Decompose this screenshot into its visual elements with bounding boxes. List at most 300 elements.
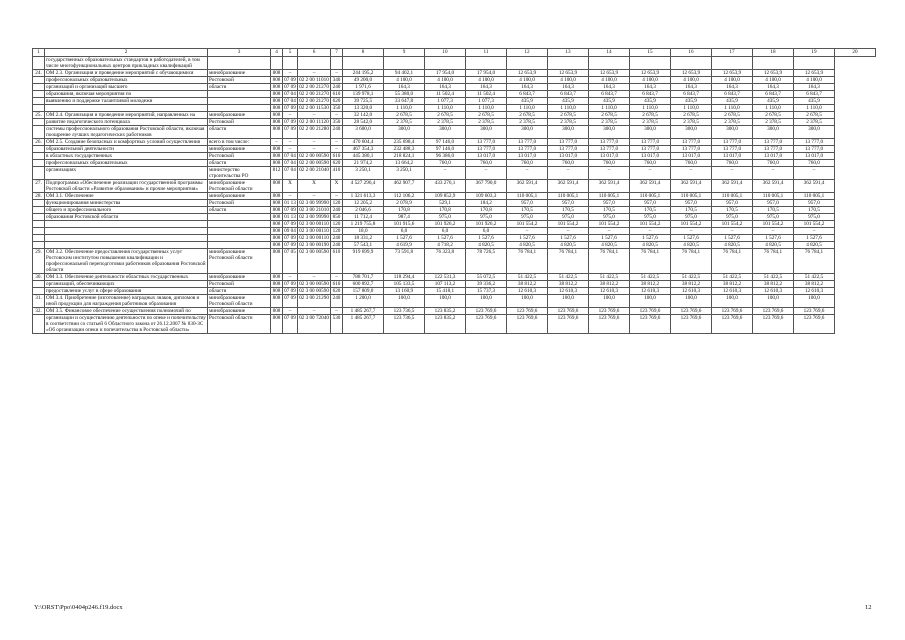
amount-cell: 51 422,5 [794,274,835,281]
amount-cell: 164,3 [630,84,671,91]
header-cell: 7 [331,49,343,57]
row-number: 29. [33,249,45,274]
measure-name: профессиональных образовательных [45,77,208,84]
amount-cell: 218 824,1 [384,153,425,160]
amount-cell: 123 769,6 [712,308,753,315]
target-code: 02 2 00 21270 [299,91,329,97]
amount-cell: 4 820,5 [794,242,835,249]
amount-cell [671,57,712,70]
grbs-code: 808 [271,77,283,84]
target-code: 02 3 00 99990 [299,200,329,206]
amount-cell: 1 485 267,7 [343,308,384,315]
row-number [33,84,45,91]
measure-name: профессиональных образовательных [45,160,208,167]
target-code: 02 2 00 21270 [299,98,329,104]
table-row [33,57,876,70]
section-code: 01 13 [284,214,296,220]
section-code: – [283,112,298,119]
amount-cell: 12 610,3 [548,288,589,295]
amount-cell: 100,0 [466,295,507,308]
amount-cell: 300,0 [712,126,753,139]
row-number [33,119,45,126]
amount-cell: 975,0 [425,214,466,221]
amount-cell: 1 527,6 [466,235,507,242]
row-number [33,98,45,105]
amount-cell: 957,0 [548,200,589,207]
executor [208,193,271,200]
amount-cell: 2 678,5 [507,112,548,119]
measure-name [45,235,208,242]
executor-name: Ростовской [209,77,234,83]
amount-cell: 2 678,5 [425,112,466,119]
amount-cell: 987,4 [384,214,425,221]
table-row [33,288,876,295]
section-code: – [283,146,298,153]
amount-cell: 51 422,5 [753,274,794,281]
measure-name: ОМ 3.4. Приобретение (изготовление) наградных знаков, дипломов и иной продукции для награждения работников образования [45,295,208,308]
amount-cell: 170,5 [712,207,753,214]
row-number [33,200,45,207]
row-number: 26. [33,139,45,146]
amount-cell: 470 604,4 [343,139,384,146]
amount-cell: 123 769,6 [548,308,589,315]
section-code: – [283,139,298,146]
amount-cell: – [753,167,794,180]
target-code: – [298,139,331,146]
amount-cell: 235 698,4 [384,139,425,146]
amount-cell: 101 554,2 [630,221,671,228]
amount-cell: 760,0 [548,160,589,167]
amount-cell: 100,0 [630,295,671,308]
amount-cell: 1 527,6 [425,235,466,242]
amount-cell: – [589,167,630,180]
amount-cell: 445 380,1 [343,153,384,160]
amount-cell: 760,0 [507,160,548,167]
row-number: 28. [33,193,45,200]
amount-cell: 2 678,5 [548,112,589,119]
header-cell: 13 [548,49,589,57]
amount-cell: 123 769,6 [794,308,835,315]
amount-cell: 760,0 [753,160,794,167]
amount-cell: – [466,167,507,180]
amount-cell: 76 784,1 [712,249,753,274]
table-row [33,112,876,119]
header-cell: 14 [589,49,630,57]
amount-cell: 13 777,0 [589,146,630,153]
amount-cell: 12 610,3 [630,288,671,295]
header-cell: 1 [33,49,45,57]
amount-cell: 101 554,2 [753,221,794,228]
header-cell: 19 [794,49,835,57]
amount-cell: 39 336,2 [466,281,507,288]
amount-cell: 12 653,9 [630,70,671,77]
row-number [33,153,45,160]
grbs-code: 808 [271,180,283,193]
amount-cell [507,57,548,70]
row-number: 31. [33,295,45,308]
amount-cell: 100,0 [671,295,712,308]
amount-cell: 435,9 [671,98,712,105]
target-code: – [298,70,331,77]
executor [208,288,271,295]
amount-cell: 13 017,0 [753,153,794,160]
amount-cell: – [712,228,753,235]
header-cell: 11 [466,49,507,57]
expense-type-code: Х [331,180,343,193]
executor [208,139,271,146]
amount-cell: 101 554,2 [794,221,835,228]
grbs-code: 808 [271,160,283,167]
amount-cell: 73 591,8 [384,249,425,274]
amount-cell: 2 378,5 [466,119,507,126]
amount-cell: 2 378,5 [384,119,425,126]
section-code: 07 04 [284,153,296,159]
amount-cell: 13 777,0 [466,139,507,146]
amount-cell: 100,0 [794,295,835,308]
amount-cell: 164,3 [548,84,589,91]
amount-cell: 300,0 [753,126,794,139]
amount-cell: 38 812,2 [794,281,835,288]
executor [208,274,271,281]
amount-cell: 1 110,0 [589,105,630,112]
header-row [33,49,876,57]
executor [208,207,271,214]
target-code: – [298,112,331,119]
amount-cell: 13 777,0 [753,139,794,146]
executor [208,167,271,180]
amount-cell: 1 527,6 [712,235,753,242]
amount-cell: 232 488,3 [384,146,425,153]
amount-cell: 1 527,6 [794,235,835,242]
amount-cell: 1 110,0 [630,105,671,112]
amount-cell: 2 378,5 [589,119,630,126]
executor [208,180,271,193]
amount-cell: – [630,228,671,235]
amount-cell: 164,3 [712,84,753,91]
section-code: 07 09 [284,77,296,83]
amount-cell: 6 843,7 [589,91,630,98]
row-number [33,214,45,221]
row-number [33,167,45,180]
amount-cell: 55 072,5 [466,274,507,281]
amount-cell: 4 820,5 [753,242,794,249]
amount-cell: 122 531,3 [425,274,466,281]
table-row [33,180,876,193]
amount-cell: 164,3 [753,84,794,91]
amount-cell: 975,0 [466,214,507,221]
amount-cell: 12 653,9 [671,70,712,77]
amount-cell: 2 678,5 [671,112,712,119]
measure-name: функционирования министерства [45,200,208,207]
executor-name: минобразование [209,193,246,199]
amount-cell: 13 777,0 [794,146,835,153]
amount-cell: 4 100,0 [589,77,630,84]
amount-cell: 11 502,4 [425,91,466,98]
amount-cell: 2 678,5 [753,112,794,119]
amount-cell: 12 653,9 [548,70,589,77]
row-number [33,91,45,98]
amount-cell [630,57,671,70]
target-code: 02 3 00 00110 [299,221,329,227]
executor [208,214,271,221]
target-code: 02 2 00 00590 [299,160,329,166]
amount-cell: 13 777,0 [712,139,753,146]
expense-type-code: 240 [331,242,343,249]
expense-type-code: 620 [331,288,343,295]
amount-cell: 300,0 [507,126,548,139]
amount-cell: 300,0 [384,126,425,139]
executor [208,70,271,77]
measure-name: образования Ростовской области [45,214,208,221]
amount-cell: 170,5 [589,207,630,214]
target-code: 02 3 00 00590 [299,281,329,287]
amount-cell: 157 809,0 [343,288,384,295]
amount-cell: – [589,228,630,235]
executor [208,200,271,207]
amount-cell: 78 726,5 [466,249,507,274]
amount-cell: 13 777,0 [507,146,548,153]
amount-cell: 13 777,0 [712,146,753,153]
amount-cell: 467 354,3 [343,146,384,153]
target-code: – [298,193,331,200]
amount-cell: 362 591,4 [712,180,753,193]
amount-cell: 1 110,0 [753,105,794,112]
amount-cell: 2 378,5 [671,119,712,126]
amount-cell: 4 100,0 [753,77,794,84]
amount-cell: 101 554,2 [589,221,630,228]
expense-type-code: 240 [331,295,343,308]
header-cell: 12 [507,49,548,57]
grbs-code: 808 [271,281,283,288]
amount-cell: 4 100,0 [384,77,425,84]
section-code: – [283,308,298,315]
amount-cell: 38 812,2 [712,281,753,288]
amount-cell: – [753,228,794,235]
amount-cell: 957,0 [712,200,753,207]
amount-cell: 112 106,2 [384,193,425,200]
amount-cell: 49 200,0 [343,77,384,84]
grbs-code: 808 [271,98,283,105]
section-code: – [283,193,298,200]
amount-cell: 435,9 [794,98,835,105]
expense-type-code: 610 [331,91,343,98]
amount-cell: 15 737,3 [466,288,507,295]
amount-cell: 529,1 [425,200,466,207]
executor [208,160,271,167]
table-row [33,160,876,167]
amount-cell: 123 835,2 [425,315,466,334]
amount-cell: 4 820,5 [548,242,589,249]
amount-cell: 55 380,0 [384,91,425,98]
executor-name: области [209,126,227,132]
amount-cell: 1 527,6 [507,235,548,242]
amount-cell: 51 422,5 [630,274,671,281]
target-code: – [298,146,331,153]
expense-type-code: – [331,146,343,153]
section-code: – [283,274,298,281]
executor-name: минобразование Ростовской области [209,249,253,261]
amount-cell: 1 527,6 [630,235,671,242]
section-code: 07 04 [284,160,296,166]
executor [208,91,271,98]
executor-name: Ростовской [209,200,234,206]
grbs-code: 808 [271,119,283,126]
row-number: 27. [33,180,45,193]
amount-cell: 11 502,4 [466,91,507,98]
executor [208,126,271,139]
expense-type-code: 240 [331,84,343,91]
amount-cell: 4 619,9 [384,242,425,249]
section-code: 07 09 [284,235,296,241]
amount-cell: 12 205,2 [343,200,384,207]
amount-cell: 76 784,1 [548,249,589,274]
amount-cell: 170,5 [671,207,712,214]
executor [208,295,271,308]
amount-cell: 123 769,6 [466,308,507,315]
amount-cell: 12 610,3 [712,288,753,295]
amount-cell: 4 820,5 [671,242,712,249]
executor [208,249,271,274]
measure-name: ОМ 2.5. Создание безопасных и комфортных условий осуществления [45,139,208,146]
section-code: 07 04 [284,98,296,104]
amount-cell: 244 195,2 [343,70,384,77]
executor-name: области [209,84,227,90]
amount-cell: 164,3 [589,84,630,91]
row-number [33,57,45,70]
executor-subtotal-label: всего в том числе: [209,139,250,145]
table-row [33,193,876,200]
section-code: Х [283,180,298,193]
amount-cell: 4 527 296,4 [343,180,384,193]
amount-cell: 975,0 [589,214,630,221]
amount-cell: 123 769,6 [671,315,712,334]
amount-cell: 6,0 [425,228,466,235]
expense-type-code: – [331,70,343,77]
grbs-code: 812 [271,167,283,180]
amount-cell: 170,5 [630,207,671,214]
measure-name: государственных образовательных стандартов и работодателей, в том числе многофункциональных центров прикладных квалификаций [45,57,208,70]
amount-cell: 1 200,0 [343,295,384,308]
amount-cell: 76 323,8 [425,249,466,274]
table-row [33,274,876,281]
amount-cell [425,57,466,70]
amount-cell: 1 110,0 [794,105,835,112]
amount-cell: 38 812,2 [630,281,671,288]
executor [208,281,271,288]
amount-cell: 1 110,0 [507,105,548,112]
amount-cell: – [548,228,589,235]
section-code: 07 04 [283,167,298,180]
amount-cell: 100,0 [712,295,753,308]
table-row [33,281,876,288]
amount-cell: 170,8 [384,207,425,214]
amount-cell: 957,0 [753,200,794,207]
section-code: 07 09 [283,295,298,308]
grbs-code: 808 [271,221,283,228]
amount-cell: 1 110,0 [671,105,712,112]
amount-cell: 38 812,2 [507,281,548,288]
row-number [33,207,45,214]
amount-cell: 362 591,4 [589,180,630,193]
section-code: 07 09 [284,281,296,287]
table-row [33,214,876,221]
measure-name [45,228,208,235]
amount-cell: 919 699,9 [343,249,384,274]
target-code: – [298,308,331,315]
executor [208,98,271,105]
header-cell: 20 [835,49,876,57]
amount-cell: 110 005,1 [589,193,630,200]
amount-cell: 17 954,0 [466,70,507,77]
expense-type-code: 610 [331,153,343,160]
measure-name [45,242,208,249]
executor-name: минобразование [209,308,246,314]
executor-name: минобразование Ростовской области [209,180,253,192]
expense-type-code: 350 [331,105,343,112]
footer-filepath: Y:\ORST\Ppo\0404p246.f19.docx [34,604,123,611]
amount-cell: 12 610,3 [671,288,712,295]
row-number [33,77,45,84]
expense-type-code: 120 [331,200,343,207]
amount-cell: 100,0 [425,295,466,308]
amount-cell: 2 678,5 [589,112,630,119]
amount-cell: 462 907,7 [384,180,425,193]
amount-cell: 300,0 [630,126,671,139]
amount-cell: 123 769,6 [753,315,794,334]
grbs-code: 808 [271,288,283,295]
amount-cell: 100,0 [753,295,794,308]
executor-name: области [209,288,227,294]
amount-cell: 76 784,1 [794,249,835,274]
executor [208,77,271,84]
amount-cell: 51 422,5 [671,274,712,281]
target-code: 02 3 00 72040 [298,315,331,334]
table-row [33,200,876,207]
amount-cell: 105 133,5 [384,281,425,288]
amount-cell: 4 820,5 [630,242,671,249]
amount-cell: 2 678,5 [384,112,425,119]
amount-cell: 1 527,6 [671,235,712,242]
amount-cell: 2 378,5 [794,119,835,126]
amount-cell: 100,0 [589,295,630,308]
amount-cell: 435,9 [712,98,753,105]
amount-cell: 13 017,0 [507,153,548,160]
amount-cell: 123 769,6 [548,315,589,334]
amount-cell: 13 017,0 [712,153,753,160]
amount-cell: 975,0 [753,214,794,221]
target-code: 02 2 00 21280 [298,126,331,139]
amount-cell: 2 046,6 [343,207,384,214]
amount-cell: 101 915,6 [384,221,425,228]
expense-type-code: 240 [331,207,343,214]
measure-name: системы профессионального образования Ростовской области, включая поощрение лучших педагогических работников [45,126,208,139]
table-row [33,228,876,235]
amount-cell [794,57,835,70]
expense-type-code: 240 [331,235,343,242]
amount-cell: 12 610,3 [753,288,794,295]
grbs-code: 808 [271,207,283,214]
expense-type-code: 340 [331,77,343,84]
amount-cell: 300,0 [466,126,507,139]
section-code: 07 09 [284,84,296,90]
amount-cell: 28 542,0 [343,119,384,126]
section-code: 01 13 [284,200,296,206]
amount-cell: 11 712,4 [343,214,384,221]
amount-cell: – [548,167,589,180]
amount-cell: 2 378,5 [507,119,548,126]
target-code [298,57,331,70]
grbs-code: 808 [271,200,283,207]
